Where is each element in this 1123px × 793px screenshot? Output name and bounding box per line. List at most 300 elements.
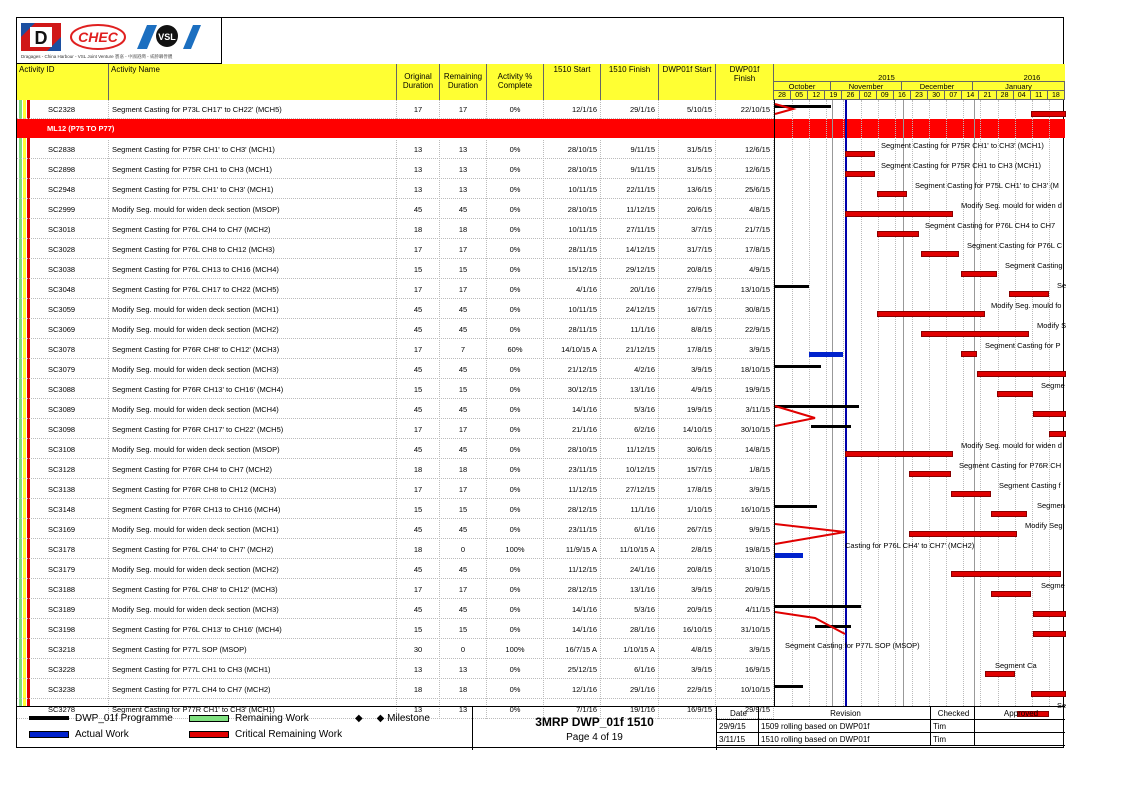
- table-row[interactable]: [17, 500, 774, 519]
- col-activity-id[interactable]: Activity ID: [17, 64, 109, 100]
- activity-id: SC3059: [45, 300, 109, 319]
- activity-pct: 0%: [487, 420, 544, 439]
- start-1510: 12/1/16: [544, 100, 601, 119]
- month-december: December: [902, 82, 973, 91]
- finish-1510: 9/11/15: [601, 140, 659, 159]
- activity-pct: 0%: [487, 260, 544, 279]
- original-duration: 18: [397, 220, 440, 239]
- start-1510: 28/12/15: [544, 580, 601, 599]
- dwp-finish: 16/9/15: [716, 660, 774, 679]
- original-duration: 17: [397, 240, 440, 259]
- table-row[interactable]: [17, 240, 774, 259]
- col-dwp-start[interactable]: DWP01f Start: [659, 64, 716, 100]
- activity-pct: 0%: [487, 700, 544, 719]
- activity-pct: 0%: [487, 440, 544, 459]
- week-05: 05: [791, 91, 808, 100]
- dwp-finish: 3/11/15: [716, 400, 774, 419]
- start-1510: 14/1/16: [544, 620, 601, 639]
- dwp-finish: 16/10/15: [716, 500, 774, 519]
- finish-1510: 11/1/16: [601, 320, 659, 339]
- dwp-start: 3/7/15: [659, 220, 716, 239]
- finish-1510: 13/1/16: [601, 380, 659, 399]
- table-row[interactable]: [17, 440, 774, 459]
- dwp-finish: 4/8/15: [716, 200, 774, 219]
- start-1510: 14/10/15 A: [544, 340, 601, 359]
- finish-1510: 11/12/15: [601, 200, 659, 219]
- finish-1510: 19/1/16: [601, 700, 659, 719]
- dwp-finish: 3/9/15: [716, 480, 774, 499]
- table-row[interactable]: [17, 480, 774, 499]
- table-row[interactable]: [17, 320, 774, 339]
- dwp-finish: 12/6/15: [716, 140, 774, 159]
- week-11: 11: [1031, 91, 1048, 100]
- table-row[interactable]: [17, 400, 774, 419]
- dwp-finish: 25/6/15: [716, 180, 774, 199]
- original-duration: 15: [397, 500, 440, 519]
- rev-approved: [975, 733, 1065, 746]
- activity-name: Modify Seg. mould for widen deck section (MSOP): [109, 440, 397, 459]
- activity-id: SC3078: [45, 340, 109, 359]
- table-row[interactable]: [17, 460, 774, 479]
- table-row[interactable]: [17, 260, 774, 279]
- rev-description: 1509 rolling based on DWP01f: [759, 720, 931, 733]
- remaining-duration: 17: [440, 280, 487, 299]
- original-duration: 15: [397, 620, 440, 639]
- dwp-finish: 3/10/15: [716, 560, 774, 579]
- remaining-duration: 17: [440, 420, 487, 439]
- dwp-finish: 13/10/15: [716, 280, 774, 299]
- remaining-duration: 18: [440, 220, 487, 239]
- activity-pct: 100%: [487, 540, 544, 559]
- dwp-finish: 4/11/15: [716, 600, 774, 619]
- gantt-bar-label: Segment Casting for P76L CH4 to CH7: [925, 221, 1056, 230]
- activity-pct: 0%: [487, 220, 544, 239]
- original-duration: 17: [397, 340, 440, 359]
- start-1510: 28/10/15: [544, 200, 601, 219]
- activity-pct: 0%: [487, 660, 544, 679]
- remaining-duration: 45: [440, 320, 487, 339]
- activity-pct: 0%: [487, 460, 544, 479]
- activity-id: SC3048: [45, 280, 109, 299]
- gantt-bar-label: Segment Ca: [995, 661, 1037, 670]
- col-remaining-duration[interactable]: Remaining Duration: [440, 64, 487, 100]
- original-duration: 45: [397, 360, 440, 379]
- activity-id: SC3128: [45, 460, 109, 479]
- original-duration: 13: [397, 700, 440, 719]
- finish-1510: 5/3/16: [601, 600, 659, 619]
- finish-1510: 27/12/15: [601, 480, 659, 499]
- gantt-bar-label: Segment Casting for P76L C: [967, 241, 1063, 250]
- start-1510: 11/12/15: [544, 480, 601, 499]
- original-duration: 30: [397, 640, 440, 659]
- week-row: [774, 91, 1065, 100]
- start-1510: 21/12/15: [544, 360, 601, 379]
- table-row[interactable]: [17, 180, 774, 199]
- activity-pct: 0%: [487, 560, 544, 579]
- original-duration: 17: [397, 100, 440, 119]
- remaining-duration: 17: [440, 580, 487, 599]
- gantt-chart: [774, 100, 1067, 710]
- dwp-finish: 30/10/15: [716, 420, 774, 439]
- activity-id: SC3179: [45, 560, 109, 579]
- joint-venture-text: Dragages - China Harbour - VSL Joint Venture 寶嘉 - 中國港灣 - 威勝聯營體: [21, 54, 173, 59]
- col-original-duration[interactable]: Original Duration: [397, 64, 440, 100]
- gantt-bar-label: Segment Casting: [1005, 261, 1063, 270]
- finish-1510: 10/12/15: [601, 460, 659, 479]
- table-row[interactable]: [17, 100, 774, 119]
- dwp-finish: 17/8/15: [716, 240, 774, 259]
- table-row[interactable]: [17, 160, 774, 179]
- gantt-bar-label: Segme: [1041, 381, 1065, 390]
- dwp-finish: 18/10/15: [716, 360, 774, 379]
- remaining-duration: 15: [440, 380, 487, 399]
- activity-name: Segment Casting for P76R CH13' to CH16' (MCH4): [109, 380, 397, 399]
- activity-name: Segment Casting for P77L CH1 to CH3 (MCH1): [109, 660, 397, 679]
- start-1510: 4/1/16: [544, 280, 601, 299]
- milestone-icon: ◆: [355, 713, 363, 724]
- relationship-line: [775, 612, 845, 634]
- week-26: 26: [842, 91, 859, 100]
- original-duration: 13: [397, 160, 440, 179]
- month-january: January: [973, 82, 1065, 91]
- activity-name: Segment Casting for P77R CH1' to CH3' (MCH1): [109, 700, 397, 719]
- week-28: 28: [997, 91, 1014, 100]
- start-1510: 28/11/15: [544, 320, 601, 339]
- original-duration: 17: [397, 480, 440, 499]
- dwp-start: 15/7/15: [659, 460, 716, 479]
- activity-id: SC3198: [45, 620, 109, 639]
- col-1510-start[interactable]: 1510 Start: [544, 64, 601, 100]
- activity-name: Modify Seg. mould for widen deck section (MCH1): [109, 520, 397, 539]
- rev-description: 1510 rolling based on DWP01f: [759, 733, 931, 746]
- finish-1510: 11/12/15: [601, 440, 659, 459]
- rev-checked: Tim: [931, 720, 975, 733]
- activity-id: SC3178: [45, 540, 109, 559]
- remaining-duration: 7: [440, 340, 487, 359]
- finish-1510: 4/2/16: [601, 360, 659, 379]
- activity-id: SC2948: [45, 180, 109, 199]
- activity-id: SC3069: [45, 320, 109, 339]
- table-row[interactable]: [17, 220, 774, 239]
- gantt-bar-label: Segmen: [1037, 501, 1065, 510]
- dwp-start: 27/9/15: [659, 280, 716, 299]
- dwp-start: 30/6/15: [659, 440, 716, 459]
- activity-name: Segment Casting for P76R CH8' to CH12' (MCH3): [109, 340, 397, 359]
- col-activity-name[interactable]: Activity Name: [109, 64, 397, 100]
- week-07: 07: [945, 91, 962, 100]
- start-1510: 10/11/15: [544, 220, 601, 239]
- start-1510: 14/1/16: [544, 600, 601, 619]
- start-1510: 30/12/15: [544, 380, 601, 399]
- table-row[interactable]: [17, 600, 774, 619]
- activity-pct: 0%: [487, 360, 544, 379]
- table-row[interactable]: [17, 340, 774, 359]
- activity-id: SC2999: [45, 200, 109, 219]
- finish-1510: 22/11/15: [601, 180, 659, 199]
- table-row[interactable]: [17, 200, 774, 219]
- remaining-duration: 45: [440, 440, 487, 459]
- dwp-finish: 14/8/15: [716, 440, 774, 459]
- activity-name: Segment Casting for P76L CH4 to CH7 (MCH2): [109, 220, 397, 239]
- col-1510-finish[interactable]: 1510 Finish: [601, 64, 659, 100]
- dwp-finish: 12/6/15: [716, 160, 774, 179]
- dwp-start: 1/10/15: [659, 500, 716, 519]
- actual-swatch: [29, 731, 69, 738]
- week-04: 04: [1014, 91, 1031, 100]
- remaining-duration: 17: [440, 480, 487, 499]
- gantt-bar-label: Se: [1057, 281, 1067, 290]
- remaining-duration: 0: [440, 640, 487, 659]
- start-1510: 11/9/15 A: [544, 540, 601, 559]
- start-1510: 28/10/15: [544, 140, 601, 159]
- activity-name: Segment Casting for P76L CH13 to CH16 (MCH4): [109, 260, 397, 279]
- activity-id: SC3218: [45, 640, 109, 659]
- original-duration: 18: [397, 460, 440, 479]
- finish-1510: 28/1/16: [601, 620, 659, 639]
- activity-id: SC3238: [45, 680, 109, 699]
- legend-actual: Actual Work: [29, 729, 129, 741]
- gantt-bar-label: Segment Casting for P75R CH1' to CH3' (MCH1): [881, 141, 1044, 150]
- remaining-duration: 15: [440, 620, 487, 639]
- milestone-icon: ◆: [376, 713, 385, 724]
- dwp-finish: 21/7/15: [716, 220, 774, 239]
- rev-checked: Tim: [931, 733, 975, 746]
- finish-1510: 6/2/16: [601, 420, 659, 439]
- legend-milestone: ◆ ◆ Milestone: [355, 713, 430, 724]
- relationship-lines: [775, 100, 1066, 706]
- rev-header-approved: Approved: [975, 707, 1065, 720]
- activity-pct: 0%: [487, 280, 544, 299]
- rev-header-revision: Revision: [759, 707, 931, 720]
- activity-id: SC3038: [45, 260, 109, 279]
- svg-text:CHEC: CHEC: [78, 29, 118, 45]
- activity-id: SC3098: [45, 420, 109, 439]
- gantt-bar-label: Modify Seg.: [1025, 521, 1065, 530]
- original-duration: 17: [397, 420, 440, 439]
- activity-pct: 0%: [487, 200, 544, 219]
- gantt-bar-label: Segment Casting for P: [985, 341, 1061, 350]
- activity-name: Modify Seg. mould for widen deck section (MCH2): [109, 560, 397, 579]
- activity-name: Modify Seg. mould for widen deck section (MCH3): [109, 600, 397, 619]
- activity-name: Modify Seg. mould for widen deck section (MCH3): [109, 360, 397, 379]
- original-duration: 45: [397, 300, 440, 319]
- wbs-label: ML12 (P75 TO P77): [47, 124, 115, 133]
- remaining-duration: 15: [440, 500, 487, 519]
- dwp-start: 20/9/15: [659, 600, 716, 619]
- week-18: 18: [1048, 91, 1065, 100]
- activity-pct: 0%: [487, 320, 544, 339]
- gantt-bar-label: Segme: [1041, 581, 1065, 590]
- finish-1510: 1/10/15 A: [601, 640, 659, 659]
- remaining-duration: 17: [440, 100, 487, 119]
- remaining-duration: 45: [440, 560, 487, 579]
- dwp-start: 8/8/15: [659, 320, 716, 339]
- week-14: 14: [962, 91, 979, 100]
- activity-id: SC3148: [45, 500, 109, 519]
- week-02: 02: [860, 91, 877, 100]
- dwp-start: 20/8/15: [659, 260, 716, 279]
- activity-pct: 0%: [487, 520, 544, 539]
- start-1510: 14/1/16: [544, 400, 601, 419]
- dwp-start: 4/8/15: [659, 640, 716, 659]
- week-16: 16: [894, 91, 911, 100]
- activity-pct: 0%: [487, 400, 544, 419]
- activity-name: Segment Casting for P73L CH17' to CH22' (MCH5): [109, 100, 397, 119]
- activity-name: Segment Casting for P75R CH1 to CH3 (MCH1): [109, 160, 397, 179]
- schedule-title: 3MRP DWP_01f 1510: [535, 715, 654, 729]
- dwp-finish: 29/9/15: [716, 700, 774, 719]
- start-1510: 10/11/15: [544, 300, 601, 319]
- activity-name: Modify Seg. mould for widen deck section (MCH4): [109, 400, 397, 419]
- activity-pct: 100%: [487, 640, 544, 659]
- activity-name: Segment Casting for P77L CH4 to CH7 (MCH2): [109, 680, 397, 699]
- activity-name: Modify Seg. mould for widen deck section (MSOP): [109, 200, 397, 219]
- original-duration: 45: [397, 320, 440, 339]
- week-23: 23: [911, 91, 928, 100]
- table-row[interactable]: [17, 560, 774, 579]
- finish-1510: 14/12/15: [601, 240, 659, 259]
- title-block: [472, 707, 717, 750]
- dwp-start: 17/8/15: [659, 340, 716, 359]
- activity-id: SC3169: [45, 520, 109, 539]
- original-duration: 45: [397, 560, 440, 579]
- table-row[interactable]: [17, 640, 774, 659]
- schedule-sheet: [16, 17, 1067, 748]
- activity-pct: 0%: [487, 500, 544, 519]
- gantt-bar-label: Modify Seg. mould for widen d: [961, 441, 1062, 450]
- original-duration: 13: [397, 660, 440, 679]
- revision-table: [717, 707, 1065, 750]
- finish-1510: 5/3/16: [601, 400, 659, 419]
- dwp-start: 14/10/15: [659, 420, 716, 439]
- table-row[interactable]: [17, 620, 774, 639]
- activity-name: Segment Casting for P76L CH8 to CH12 (MCH3): [109, 240, 397, 259]
- dwp-start: 22/9/15: [659, 680, 716, 699]
- dwp-finish: 22/10/15: [716, 100, 774, 119]
- gantt-bar-label: Casting for P76L CH4' to CH7' (MCH2): [845, 541, 975, 550]
- dwp-start: 17/8/15: [659, 480, 716, 499]
- finish-1510: 27/11/15: [601, 220, 659, 239]
- remaining-duration: 18: [440, 460, 487, 479]
- activity-pct: 0%: [487, 160, 544, 179]
- gantt-bar-label: Modify Seg. mould for widen d: [961, 201, 1062, 210]
- dwp-finish: 20/9/15: [716, 580, 774, 599]
- activity-id: SC3108: [45, 440, 109, 459]
- activity-pct: 0%: [487, 100, 544, 119]
- activity-id: SC3138: [45, 480, 109, 499]
- activity-pct: 0%: [487, 180, 544, 199]
- original-duration: 45: [397, 520, 440, 539]
- start-1510: 23/11/15: [544, 460, 601, 479]
- activity-id: SC3228: [45, 660, 109, 679]
- start-1510: 28/12/15: [544, 500, 601, 519]
- remaining-duration: 13: [440, 660, 487, 679]
- dwp-finish: 19/8/15: [716, 540, 774, 559]
- activity-name: Segment Casting for P76R CH8 to CH12 (MCH3): [109, 480, 397, 499]
- start-1510: 28/10/15: [544, 440, 601, 459]
- original-duration: 18: [397, 540, 440, 559]
- table-row[interactable]: [17, 680, 774, 699]
- activity-id: SC3018: [45, 220, 109, 239]
- start-1510: 23/11/15: [544, 520, 601, 539]
- col-activity-pct[interactable]: Activity % Complete: [487, 64, 544, 100]
- activity-pct: 0%: [487, 680, 544, 699]
- activity-pct: 0%: [487, 620, 544, 639]
- dwp-start: 31/5/15: [659, 160, 716, 179]
- start-1510: 12/1/16: [544, 680, 601, 699]
- remaining-duration: 13: [440, 700, 487, 719]
- activity-pct: 0%: [487, 140, 544, 159]
- gantt-bar-label: Segment Casting for P75L CH1' to CH3' (M: [915, 181, 1059, 190]
- chec-logo: [69, 23, 127, 51]
- start-1510: 16/7/15 A: [544, 640, 601, 659]
- table-row[interactable]: [17, 660, 774, 679]
- activity-name: Segment Casting for P75L CH1' to CH3' (MCH1): [109, 180, 397, 199]
- activity-name: Segment Casting for P76R CH17' to CH22' (MCH5): [109, 420, 397, 439]
- table-row[interactable]: [17, 280, 774, 299]
- finish-1510: 29/1/16: [601, 100, 659, 119]
- dwp-start: 5/10/15: [659, 100, 716, 119]
- table-row[interactable]: [17, 140, 774, 159]
- original-duration: 45: [397, 600, 440, 619]
- activity-name: Segment Casting for P76R CH4 to CH7 (MCH2): [109, 460, 397, 479]
- dwp-start: 16/10/15: [659, 620, 716, 639]
- table-row[interactable]: [17, 520, 774, 539]
- page-number: Page 4 of 19: [566, 732, 623, 743]
- table-row[interactable]: [17, 360, 774, 379]
- remaining-duration: 17: [440, 240, 487, 259]
- remaining-duration: 15: [440, 260, 487, 279]
- activity-pct: 0%: [487, 300, 544, 319]
- activity-id: SC3028: [45, 240, 109, 259]
- activity-pct: 0%: [487, 480, 544, 499]
- dwp-start: 3/9/15: [659, 360, 716, 379]
- legend-critical: Critical Remaining Work: [189, 729, 342, 741]
- dwp-finish: 30/8/15: [716, 300, 774, 319]
- table-row[interactable]: [17, 380, 774, 399]
- activity-name: Segment Casting for P76L CH17 to CH22 (MCH5): [109, 280, 397, 299]
- start-1510: 7/1/16: [544, 700, 601, 719]
- dwp-finish: 31/10/15: [716, 620, 774, 639]
- gantt-bar-label: Segment Casting f: [999, 481, 1061, 490]
- original-duration: 18: [397, 680, 440, 699]
- original-duration: 45: [397, 200, 440, 219]
- week-28: 28: [774, 91, 791, 100]
- dwp-start: 19/9/15: [659, 400, 716, 419]
- original-duration: 13: [397, 180, 440, 199]
- table-row[interactable]: [17, 580, 774, 599]
- finish-1510: 11/10/15 A: [601, 540, 659, 559]
- table-row[interactable]: [17, 540, 774, 559]
- finish-1510: 13/1/16: [601, 580, 659, 599]
- dwp-finish: 4/9/15: [716, 260, 774, 279]
- activity-id: SC3079: [45, 360, 109, 379]
- activity-pct: 0%: [487, 580, 544, 599]
- table-row[interactable]: [17, 300, 774, 319]
- gantt-bar-label: Modify Seg. mould fo: [991, 301, 1062, 310]
- dwp-start: 20/6/15: [659, 200, 716, 219]
- original-duration: 13: [397, 140, 440, 159]
- gantt-bar-label: Segment Casting for P75R CH1 to CH3 (MCH1): [881, 161, 1042, 170]
- dwp-start: 2/8/15: [659, 540, 716, 559]
- col-dwp-finish[interactable]: DWP01f Finish: [716, 64, 774, 100]
- activity-name: Segment Casting for P76R CH13 to CH16 (MCH4): [109, 500, 397, 519]
- gantt-bar-label: Modify S: [1037, 321, 1067, 330]
- table-row[interactable]: [17, 420, 774, 439]
- finish-1510: 21/12/15: [601, 340, 659, 359]
- original-duration: 15: [397, 380, 440, 399]
- activity-id: SC2328: [45, 100, 109, 119]
